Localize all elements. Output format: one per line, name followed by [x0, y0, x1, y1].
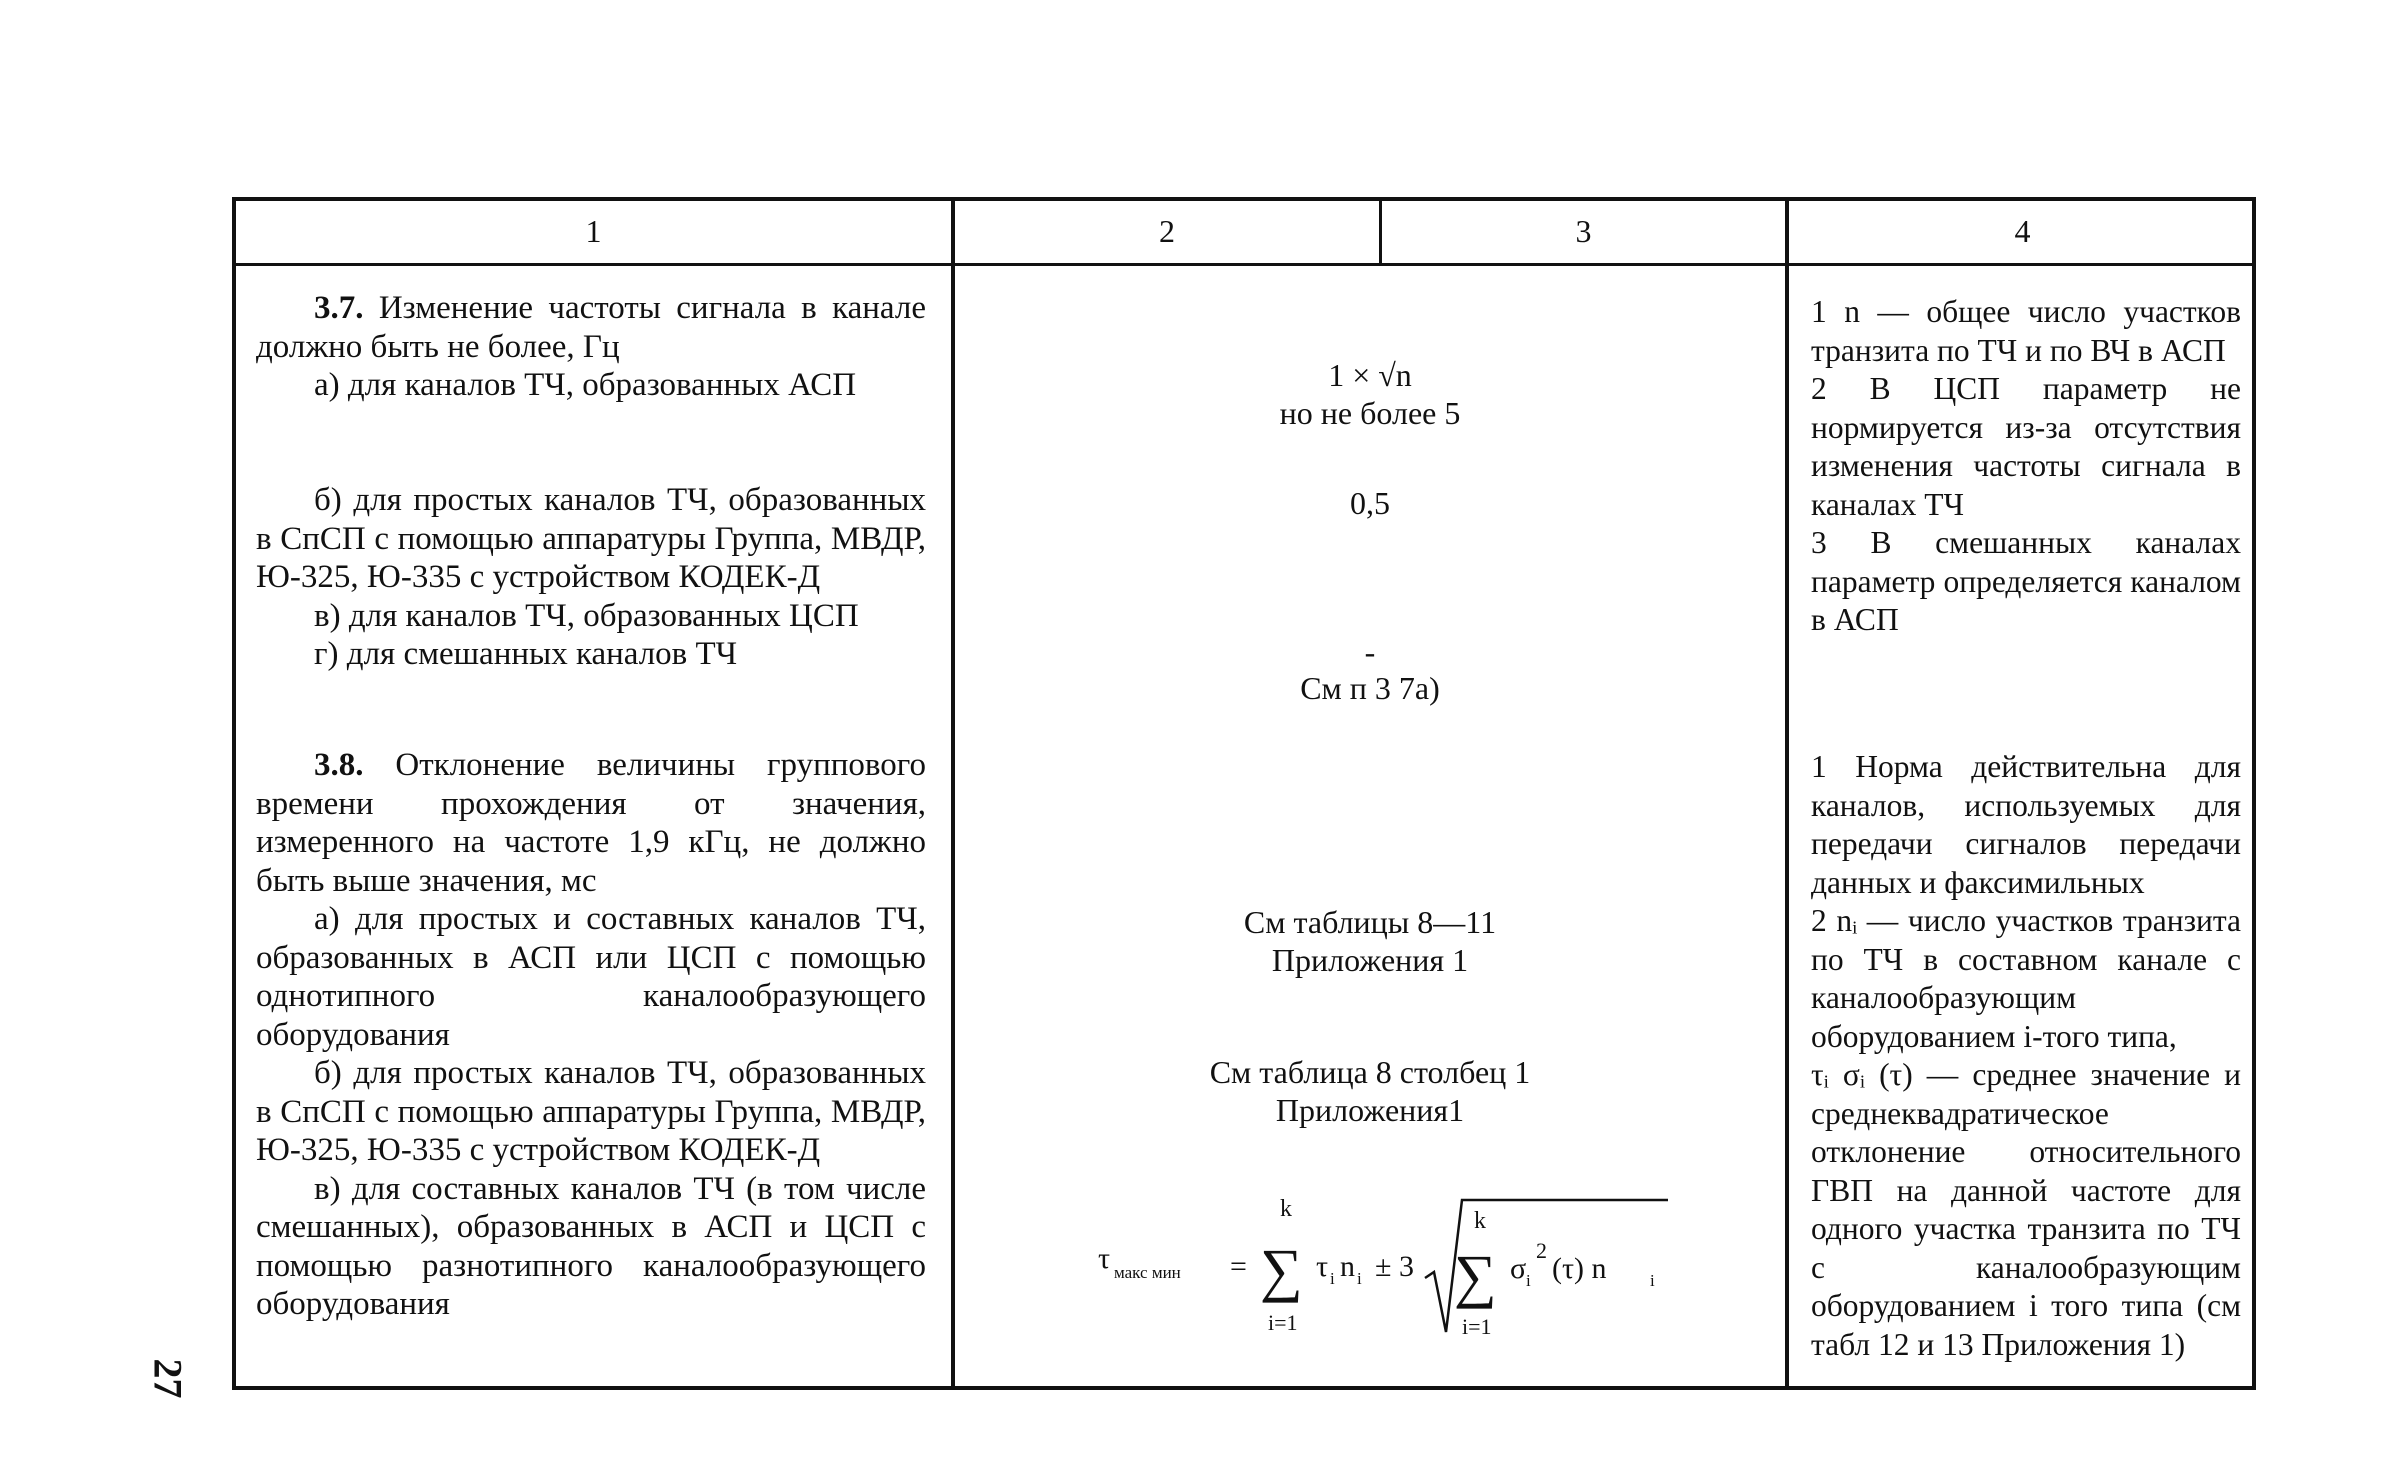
formula-plus-minus: ± 3 [1375, 1250, 1414, 1283]
value-line: но не более 5 [1279, 395, 1461, 431]
value-line: Приложения 1 [1271, 942, 1469, 978]
column-header-1: 1 [585, 213, 602, 249]
item-b: б) для простых каналов ТЧ, образованных в СпСП с помощью аппаратуры Группа, МВДР, Ю-325, Ю-335 с устройством КОДЕК-Д [256, 482, 926, 595]
formula-argument-sub: i [1650, 1271, 1655, 1290]
sum-upper-limit: k [1280, 1196, 1292, 1222]
section-3-7-text [256, 289, 926, 405]
section-number: 3.7. [314, 290, 364, 326]
page-number: 27 [145, 1358, 191, 1399]
notes-3-8 [1811, 748, 2241, 1364]
formula-n: n [1340, 1250, 1355, 1283]
value-line: Приложения1 [1275, 1092, 1465, 1128]
note: 1 Норма действительна для каналов, используемых для передачи сигналов передачи данных и факсимильных [1811, 749, 2241, 900]
formula-equals: = [1230, 1250, 1247, 1283]
formula-argument: (τ) n [1552, 1252, 1607, 1285]
value-3-7-b: 0,5 [1350, 485, 1390, 521]
formula-term: τ [1316, 1250, 1329, 1283]
note: τᵢ σᵢ (τ) — среднее значение и среднеквадратическое отклонение относительного ГВП на данной частоте для одного участка транзита по ТЧ с каналообразующим оборудованием i того типа (см табл 12 и 13 Приложения 1) [1811, 1057, 2241, 1362]
column-header-4: 4 [2014, 213, 2031, 249]
formula-square: 2 [1536, 1238, 1547, 1263]
value-3-7-a [955, 356, 1785, 432]
value-line: См таблица 8 столбец 1 [1209, 1054, 1531, 1090]
section-3-7-title [256, 289, 926, 366]
item-a: а) для каналов ТЧ, образованных АСП [314, 367, 857, 403]
note: 2 В ЦСП параметр не нормируется из-за отсутствия изменения частоты сигнала в каналах ТЧ [1811, 371, 2241, 522]
sum-lower-limit: i=1 [1462, 1314, 1492, 1339]
section-title: Изменение частоты сигнала в канале должно быть не более, Гц [256, 290, 926, 365]
item-v: в) для составных каналов ТЧ (в том числе смешанных), образованных в АСП и ЦСП с помощью разнотипного каналообразующего оборудования [256, 1170, 926, 1322]
value-line: 1 × √n [1328, 357, 1412, 393]
formula-term-sub: i [1330, 1269, 1335, 1288]
value-3-7-g: См п 3 7а) [1300, 670, 1440, 706]
formula-sigma-sub: i [1526, 1271, 1531, 1290]
note: 2 nᵢ — число участков транзита по ТЧ в составном канале с каналообразующим оборудованием i-того типа, [1811, 903, 2241, 1054]
note: 3 В смешанных каналах параметр определяется каналом в АСП [1811, 525, 2241, 637]
formula-n-sub: i [1357, 1269, 1362, 1288]
formula-sigma: σ [1510, 1252, 1527, 1285]
value-3-7-v: - [1364, 634, 1376, 670]
value-3-8-a [955, 903, 1785, 979]
section-title: Отклонение величины группового времени прохождения от значения, измеренного на частоте 1,9 кГц, не должно быть выше значения, мс [256, 747, 926, 899]
formula-subscript: макс мин [1114, 1263, 1181, 1282]
note: 1 n — общее число участков транзита по ТЧ и по ВЧ в АСП [1811, 294, 2241, 368]
value-line: См таблицы 8—11 [1243, 904, 1497, 940]
item-a: а) для простых и составных каналов ТЧ, образованных в АСП или ЦСП с помощью однотипного каналообразующего оборудования [256, 901, 926, 1053]
section-3-7-items [256, 481, 926, 674]
gvp-formula [1090, 1192, 1690, 1342]
column-header-3: 3 [1575, 213, 1592, 249]
item-b: б) для простых каналов ТЧ, образованных в СпСП с помощью аппаратуры Группа, МВДР, Ю-325, Ю-335 с устройством КОДЕК-Д [256, 1055, 926, 1168]
formula-tau: τ [1098, 1242, 1111, 1275]
value-3-8-b [955, 1053, 1785, 1129]
header-divider [236, 263, 2252, 266]
sum-sign: ∑ [1260, 1237, 1303, 1303]
sum-sign: ∑ [1454, 1243, 1497, 1309]
column-divider [1785, 201, 1789, 1386]
sum-lower-limit: i=1 [1268, 1310, 1298, 1335]
section-3-8-title [256, 746, 926, 900]
sum-upper-limit: k [1474, 1208, 1486, 1234]
notes-3-7 [1811, 293, 2241, 640]
item-v: в) для каналов ТЧ, образованных ЦСП [314, 597, 859, 634]
section-number: 3.8. [314, 747, 364, 783]
column-header-2: 2 [1159, 213, 1175, 249]
section-3-8-text [256, 746, 926, 1324]
item-g: г) для смешанных каналов ТЧ [314, 636, 738, 672]
